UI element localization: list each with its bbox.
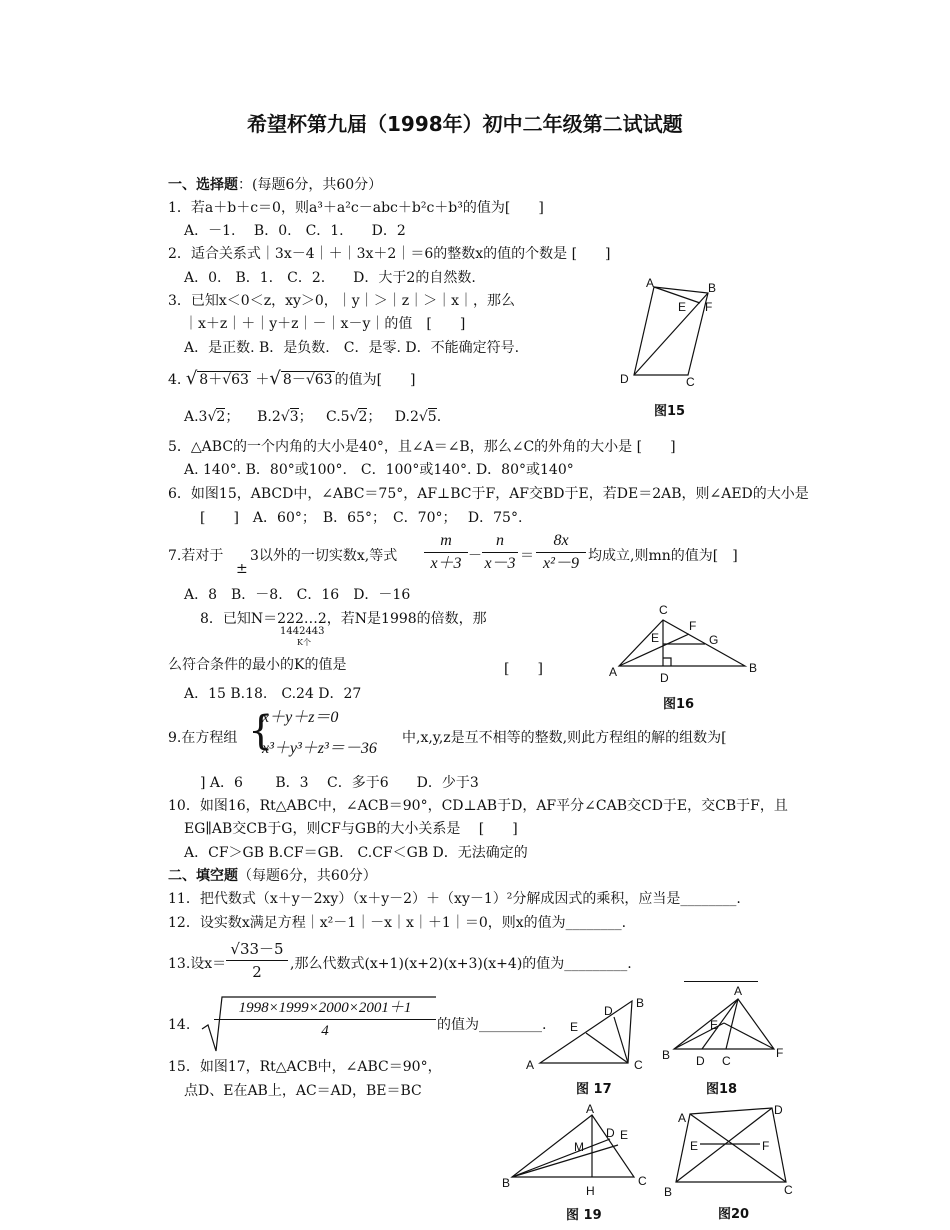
fig19-label-d: D xyxy=(606,1126,615,1140)
fig16-label-g: G xyxy=(709,633,719,647)
section-2-note: （每题6分，共60分） xyxy=(238,868,377,884)
fig19-segment-be xyxy=(512,1145,618,1177)
section-2-title: 二、填空题 xyxy=(168,868,238,884)
q1-text: 1．若a＋b＋c＝0，则a³＋a²c－abc＋b²c＋b³的值为[ ] xyxy=(168,200,544,216)
q3-line2: ｜x＋z｜＋｜y＋z｜－｜x－y｜的值 [ ] xyxy=(184,316,466,332)
fig17-label-a: A xyxy=(526,1058,535,1072)
fig15-label-c: C xyxy=(686,375,695,389)
fig16-right-angle xyxy=(663,658,671,666)
fig15-caption: 图15 xyxy=(654,404,686,419)
option-radicand: 5 xyxy=(427,409,437,425)
q10-line1: 10．如图16，Rt△ABC中，∠ACB＝90°，CD⊥AB于D，AF平分∠CAB交CD于E，交CB于F，且 xyxy=(168,798,788,814)
denominator: x²－9 xyxy=(543,555,579,572)
q6-text: 6．如图15，ABCD中，∠ABC＝75°，AF⊥BC于F，AF交BD于E，若DE＝2AB，则∠AED的大小是 xyxy=(168,486,809,502)
page-title: 希望杯第九届（1998年）初中二年级第二试试题 xyxy=(247,112,683,136)
fig20-caption: 图20 xyxy=(718,1207,750,1222)
fraction-bar xyxy=(226,960,288,961)
q12-text: 12．设实数x满足方程｜x²－1｜－x｜x｜＋1｜＝0，则x的值为________. xyxy=(168,915,627,931)
fig17-label-d: D xyxy=(604,1004,613,1018)
fig19-label-c: C xyxy=(638,1174,647,1188)
option-sep: ； xyxy=(225,409,240,425)
q6-options: [ ] A．60°； B．65°； C．70°； D．75°. xyxy=(200,510,523,526)
fig15-label-a: A xyxy=(646,276,655,290)
fig20-label-a: A xyxy=(678,1111,687,1125)
fig19-label-m: M xyxy=(574,1140,584,1154)
fig18-label-b: B xyxy=(662,1048,671,1062)
q14-suffix: 的值为_________. xyxy=(437,1017,547,1033)
fig15-label-b: B xyxy=(708,281,717,295)
fig15-parallelogram xyxy=(634,287,708,375)
q7-prefix: 7.若对于 xyxy=(168,548,224,564)
q14-fraction xyxy=(214,998,436,1041)
q4-b: 63 xyxy=(231,372,249,388)
figure-15 xyxy=(610,275,730,425)
denominator: x－3 xyxy=(484,555,516,572)
fig19-label-a: A xyxy=(586,1102,595,1116)
q15-line1: 15．如图17，Rt△ACB中，∠ABC＝90°， xyxy=(168,1059,442,1075)
q7-options: A．8 B．－8. C．16 D．－16 xyxy=(184,587,411,603)
fig15-label-f: F xyxy=(705,300,713,314)
fig19-label-e: E xyxy=(620,1128,629,1142)
q15-line2: 点D、E在AB上，AC＝AD，BE＝BC xyxy=(184,1083,422,1099)
fig18-label-f: F xyxy=(776,1046,784,1060)
q7-fraction-3 xyxy=(536,531,586,574)
fig16-label-e: E xyxy=(651,631,660,645)
fig20-label-e: E xyxy=(690,1139,699,1153)
figure-17 xyxy=(520,995,650,1100)
q9-eq1: x＋y＋z＝0 xyxy=(262,709,339,726)
numerator: m xyxy=(440,532,452,549)
option-label: C.5 xyxy=(325,409,350,425)
fig18-segment-ef xyxy=(724,1023,774,1049)
numerator: n xyxy=(496,532,504,549)
q2-text: 2．适合关系式｜3x－4｜＋｜3x＋2｜＝6的整数x的值的个数是 [ ] xyxy=(168,246,611,262)
q4-a: 8 xyxy=(199,372,209,388)
fig19-caption: 图 19 xyxy=(566,1208,602,1223)
fig16-triangle xyxy=(619,620,745,666)
q9-prefix: 9.在方程组 xyxy=(168,730,238,746)
fig20-label-b: B xyxy=(664,1185,673,1199)
q1-options: A．－1. B．0. C．1. D．2 xyxy=(184,223,406,239)
q7-eq: ＝ xyxy=(520,548,534,564)
figure-19 xyxy=(498,1102,658,1225)
q4-d: 63 xyxy=(314,372,333,388)
q5-options: A. 140°. B．80°或100°. C．100°或140°. D．80°或140° xyxy=(184,462,574,478)
option-radicand: 2 xyxy=(216,409,226,425)
fig17-caption: 图 17 xyxy=(576,1082,612,1097)
fig18-top-rule xyxy=(684,981,758,982)
fig16-caption: 图16 xyxy=(663,697,695,712)
option-radicand: 2 xyxy=(358,409,368,425)
option-sep: . xyxy=(436,409,442,425)
q8-bracket: [ ] xyxy=(504,661,543,677)
numerator: √33－5 xyxy=(230,940,284,958)
sqrt-icon: √ xyxy=(280,409,290,425)
option-sep: ； xyxy=(298,409,313,425)
fraction-bar xyxy=(424,552,468,553)
figure-20 xyxy=(662,1100,802,1225)
q9-suffix: 中,x,y,z是互不相等的整数,则此方程组的解的组数为[ xyxy=(402,730,727,746)
sqrt-icon: √ xyxy=(305,372,315,388)
fig19-label-b: B xyxy=(502,1176,511,1190)
q9-options: ] A．6 B．3 C．多于6 D．少于3 xyxy=(200,775,479,791)
q4-option-b xyxy=(257,408,313,425)
fig16-label-c: C xyxy=(659,603,668,617)
fig17-label-b: B xyxy=(636,996,645,1010)
fraction-bar xyxy=(482,552,518,553)
fig20-label-f: F xyxy=(762,1139,770,1153)
q8-under: 1442443 xyxy=(280,626,325,637)
denominator: 4 xyxy=(321,1023,329,1039)
section-1-note: ：(每题6分，共60分） xyxy=(238,177,383,193)
sqrt-icon: √ xyxy=(207,409,217,425)
fig18-label-c: C xyxy=(722,1054,731,1068)
section-2-heading xyxy=(168,867,377,885)
sqrt-icon: √ xyxy=(418,409,428,425)
q13-suffix: ,那么代数式(x+1)(x+2)(x+3)(x+4)的值为_________. xyxy=(290,956,632,972)
option-label: B.2 xyxy=(257,409,281,425)
q7-pm: ± xyxy=(236,561,248,577)
section-1-heading xyxy=(168,176,382,194)
fig16-label-a: A xyxy=(609,665,618,679)
q2-options: A．0. B．1. C．2. D．大于2的自然数. xyxy=(184,270,476,286)
q4-radicand-2: 8－√63 xyxy=(282,372,333,388)
numerator: 1998×1999×2000×2001＋1 xyxy=(238,1000,412,1016)
fig20-label-c: C xyxy=(784,1183,793,1197)
fig20-diagonal-ac xyxy=(690,1114,786,1182)
option-sep: ； xyxy=(367,409,382,425)
fig17-segment-cd xyxy=(614,1017,628,1063)
q5-text: 5．△ABC的一个内角的大小是40°，且∠A＝∠B，那么∠C的外角的大小是 [ ] xyxy=(168,439,676,455)
option-label: A.3 xyxy=(184,409,208,425)
fig17-label-c: C xyxy=(634,1058,643,1072)
fraction-bar xyxy=(214,1019,436,1020)
q9-eq2: x³＋y³＋z³＝－36 xyxy=(262,740,377,757)
numerator: 8x xyxy=(553,532,569,549)
sqrt-icon: √ xyxy=(269,368,281,389)
sqrt-icon: √ xyxy=(185,368,198,389)
q4-suffix: 的值为[ ] xyxy=(334,372,416,388)
figure-18 xyxy=(660,985,790,1100)
q4-prefix: 4. xyxy=(168,372,182,388)
fig18-label-e: E xyxy=(710,1018,719,1032)
q4-option-d xyxy=(395,408,441,425)
q14-prefix: 14. xyxy=(168,1017,191,1033)
fig19-label-h: H xyxy=(586,1184,595,1198)
fig15-label-d: D xyxy=(620,372,629,386)
fig18-label-a: A xyxy=(734,984,743,998)
section-1-title: 一、选择题 xyxy=(168,177,238,193)
q4-text: 4. √ 8＋√63 ＋√ 8－√63 的值为[ ] xyxy=(168,368,416,389)
option-label: D.2 xyxy=(394,409,419,425)
q13-fraction xyxy=(226,939,288,982)
q4-options xyxy=(184,408,441,426)
q7-fraction-2 xyxy=(482,531,518,574)
fig17-label-e: E xyxy=(570,1020,579,1034)
q13-prefix: 13.设x＝ xyxy=(168,956,227,972)
fig20-label-d: D xyxy=(774,1103,783,1117)
q7-suffix: 均成立,则mn的值为[ ] xyxy=(588,548,738,564)
q3-options: A．是正数. B．是负数. C．是零. D．不能确定符号. xyxy=(184,340,520,356)
fig19-segment-bd xyxy=(512,1139,610,1177)
fig18-label-d: D xyxy=(696,1054,705,1068)
q10-line2: EG∥AB交CB于G，则CF与GB的大小关系是 [ ] xyxy=(184,821,518,837)
denominator: 2 xyxy=(252,963,262,981)
q4-radicand-1: 8＋√63 xyxy=(199,372,249,388)
q11-text: 11．把代数式（x＋y－2xy）（x＋y－2）＋（xy－1）²分解成因式的乘积，应当是________. xyxy=(168,891,741,907)
sqrt-icon: √ xyxy=(349,409,359,425)
q3-line1: 3．已知x＜0＜z，xy＞0，｜y｜＞｜z｜＞｜x｜，那么 xyxy=(168,293,515,309)
q10-options: A．CF＞GB B.CF＝GB. C.CF＜GB D．无法确定的 xyxy=(184,845,528,861)
denominator: x＋3 xyxy=(430,555,462,572)
q7-fraction-1 xyxy=(424,531,468,574)
fig18-caption: 图18 xyxy=(706,1082,738,1097)
fig16-label-b: B xyxy=(749,661,758,675)
fig16-label-f: F xyxy=(689,619,697,633)
q8-line1: 8．已知N＝222…2，若N是1998的倍数，那 xyxy=(200,611,487,627)
q8-k: K个 xyxy=(297,638,311,647)
fraction-bar xyxy=(536,552,586,553)
q8-options: A．15 B.18. C.24 D．27 xyxy=(184,686,362,702)
figure-16 xyxy=(605,600,765,715)
option-radicand: 3 xyxy=(289,409,299,425)
fig16-label-d: D xyxy=(660,671,669,685)
q8-line2: 么符合条件的最小的K的值是 xyxy=(168,657,347,673)
fig15-label-e: E xyxy=(678,300,687,314)
q4-c: 8 xyxy=(282,372,292,388)
q4-option-a xyxy=(184,408,239,425)
sqrt-icon: √ xyxy=(222,372,232,388)
q7-minus: － xyxy=(468,548,482,564)
q4-option-c xyxy=(326,408,381,425)
fig17-segment-ce xyxy=(586,1033,628,1063)
q7-mid: 3以外的一切实数x,等式 xyxy=(250,548,398,564)
fig15-diagonal-bd xyxy=(634,293,708,375)
brace-icon: { xyxy=(248,708,274,754)
